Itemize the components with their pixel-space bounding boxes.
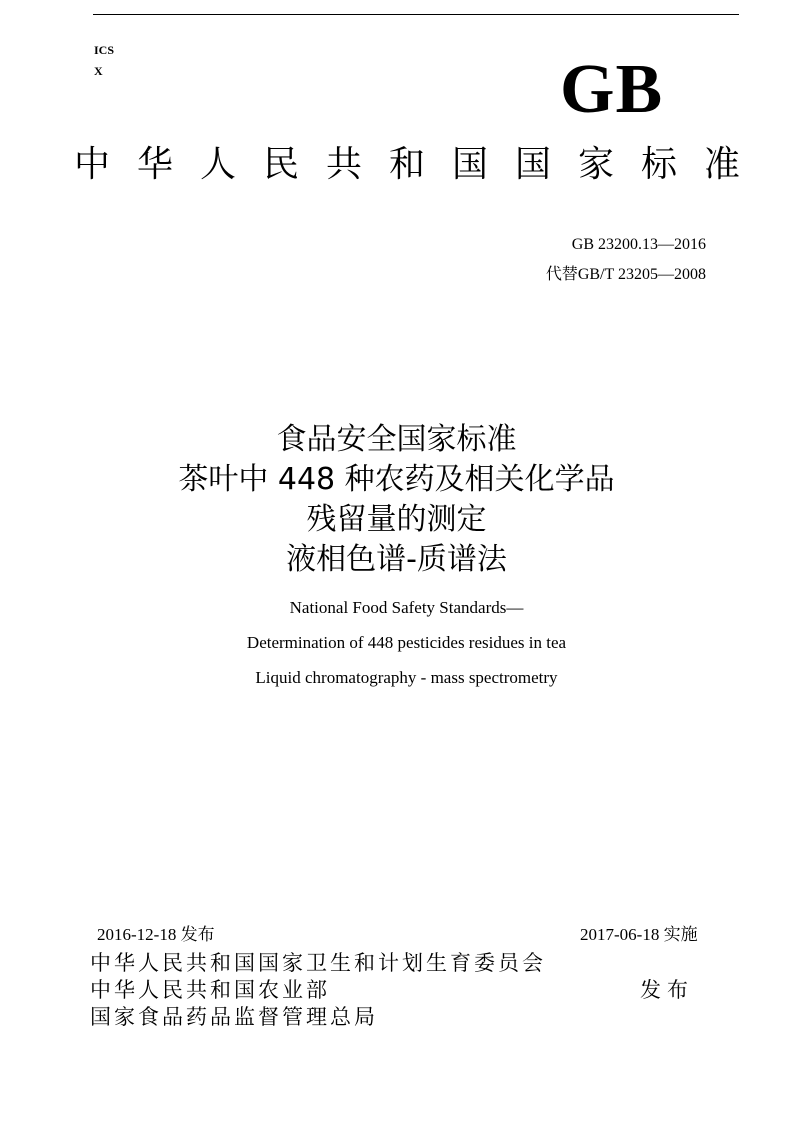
gb-logo: GB: [560, 51, 664, 128]
standard-number: GB 23200.13—2016: [571, 236, 706, 253]
standard-number-block: [546, 230, 706, 290]
top-rule: [93, 14, 739, 15]
publisher-org: 中华人民共和国国家卫生和计划生育委员会: [90, 951, 546, 975]
chinese-title: [0, 420, 793, 580]
classification-codes: [94, 40, 114, 82]
chinese-title-line: 液相色谱-质谱法: [286, 542, 507, 577]
english-title-line: Liquid chromatography - mass spectrometry: [255, 668, 558, 687]
english-title: [0, 590, 793, 695]
chinese-title-line: 食品安全国家标准: [276, 422, 517, 457]
publisher-org: 国家食品药品监督管理总局: [90, 1005, 378, 1029]
national-standard-title: 中华人民共和国国家标准: [74, 144, 768, 185]
chinese-title-line: 茶叶中 448 种农药及相关化学品: [178, 462, 615, 497]
implementation-date: 2017-06-18 实施: [580, 925, 698, 944]
ccs-label: X: [94, 64, 103, 78]
publisher-org: 中华人民共和国农业部: [90, 978, 330, 1002]
replaces-standard: 代替GB/T 23205—2008: [545, 266, 706, 283]
publish-label: 发布: [640, 978, 694, 1002]
issue-date: 2016-12-18 发布: [97, 925, 215, 944]
english-title-line: National Food Safety Standards—: [289, 598, 524, 617]
publishing-authorities: [90, 950, 546, 1031]
chinese-title-line: 残留量的测定: [306, 502, 487, 537]
english-title-line: Determination of 448 pesticides residues in tea: [246, 633, 567, 652]
ics-label: ICS: [94, 43, 115, 57]
